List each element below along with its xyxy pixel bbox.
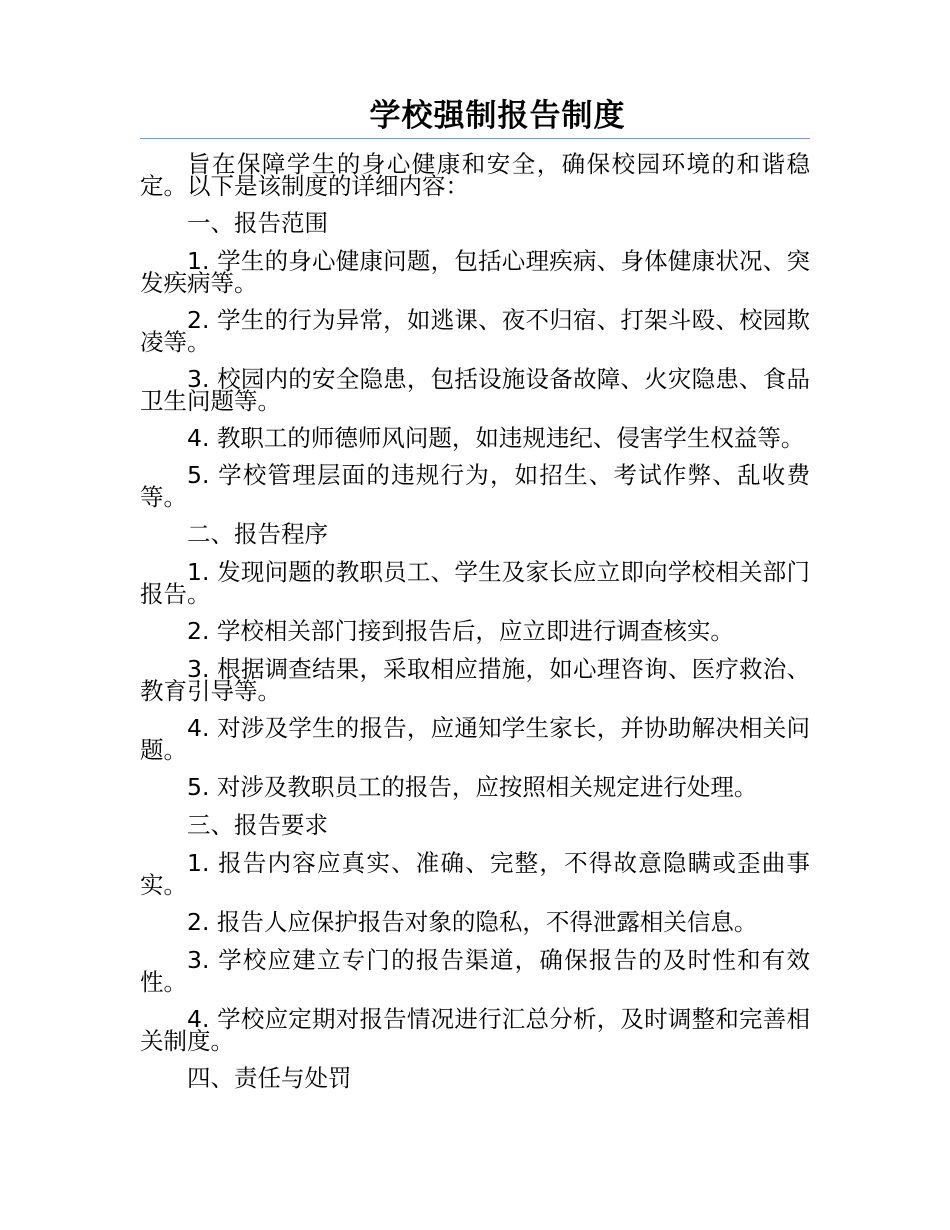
scope-item-1: 1. 学生的身心健康问题，包括心理疾病、身体健康状况、突发疾病等。 [140, 247, 810, 297]
scope-item-4: 4. 教职工的师德师风问题，如违规违纪、侵害学生权益等。 [187, 424, 805, 452]
procedure-item-1: 1. 发现问题的教职员工、学生及家长应立即向学校相关部门报告。 [140, 558, 810, 608]
document-title: 学校强制报告制度 [369, 98, 626, 134]
title-underline [140, 138, 810, 139]
requirement-item-4: 4. 学校应定期对报告情况进行汇总分析，及时调整和完善相关制度。 [140, 1005, 810, 1055]
procedure-item-2: 2. 学校相关部门接到报告后，应立即进行调查核实。 [187, 617, 734, 645]
procedure-item-5: 5. 对涉及教职员工的报告，应按照相关规定进行处理。 [187, 773, 758, 801]
document-page [140, 96, 810, 1105]
scope-item-2: 2. 学生的行为异常，如逃课、夜不归宿、打架斗殴、校园欺凌等。 [140, 306, 810, 356]
intro-paragraph: 旨在保障学生的身心健康和安全，确保校园环境的和谐稳定。以下是该制度的详细内容： [140, 150, 810, 200]
section-heading-responsibility: 四、责任与处罚 [187, 1064, 352, 1092]
requirement-item-3: 3. 学校应建立专门的报告渠道，确保报告的及时性和有效性。 [140, 946, 810, 996]
procedure-item-3: 3. 根据调查结果，采取相应措施，如心理咨询、医疗救治、教育引导等。 [140, 655, 810, 705]
requirement-item-2: 2. 报告人应保护报告对象的隐私，不得泄露相关信息。 [187, 908, 758, 936]
section-heading-procedure: 二、报告程序 [187, 520, 328, 548]
section-heading-requirements: 三、报告要求 [187, 811, 328, 839]
section-heading-scope: 一、报告范围 [187, 209, 328, 237]
scope-item-3: 3. 校园内的安全隐患，包括设施设备故障、火灾隐患、食品卫生问题等。 [140, 365, 810, 415]
requirement-item-1: 1. 报告内容应真实、准确、完整，不得故意隐瞒或歪曲事实。 [140, 849, 810, 899]
scope-item-5: 5. 学校管理层面的违规行为，如招生、考试作弊、乱收费等。 [140, 461, 810, 511]
procedure-item-4: 4. 对涉及学生的报告，应通知学生家长，并协助解决相关问题。 [140, 714, 810, 764]
